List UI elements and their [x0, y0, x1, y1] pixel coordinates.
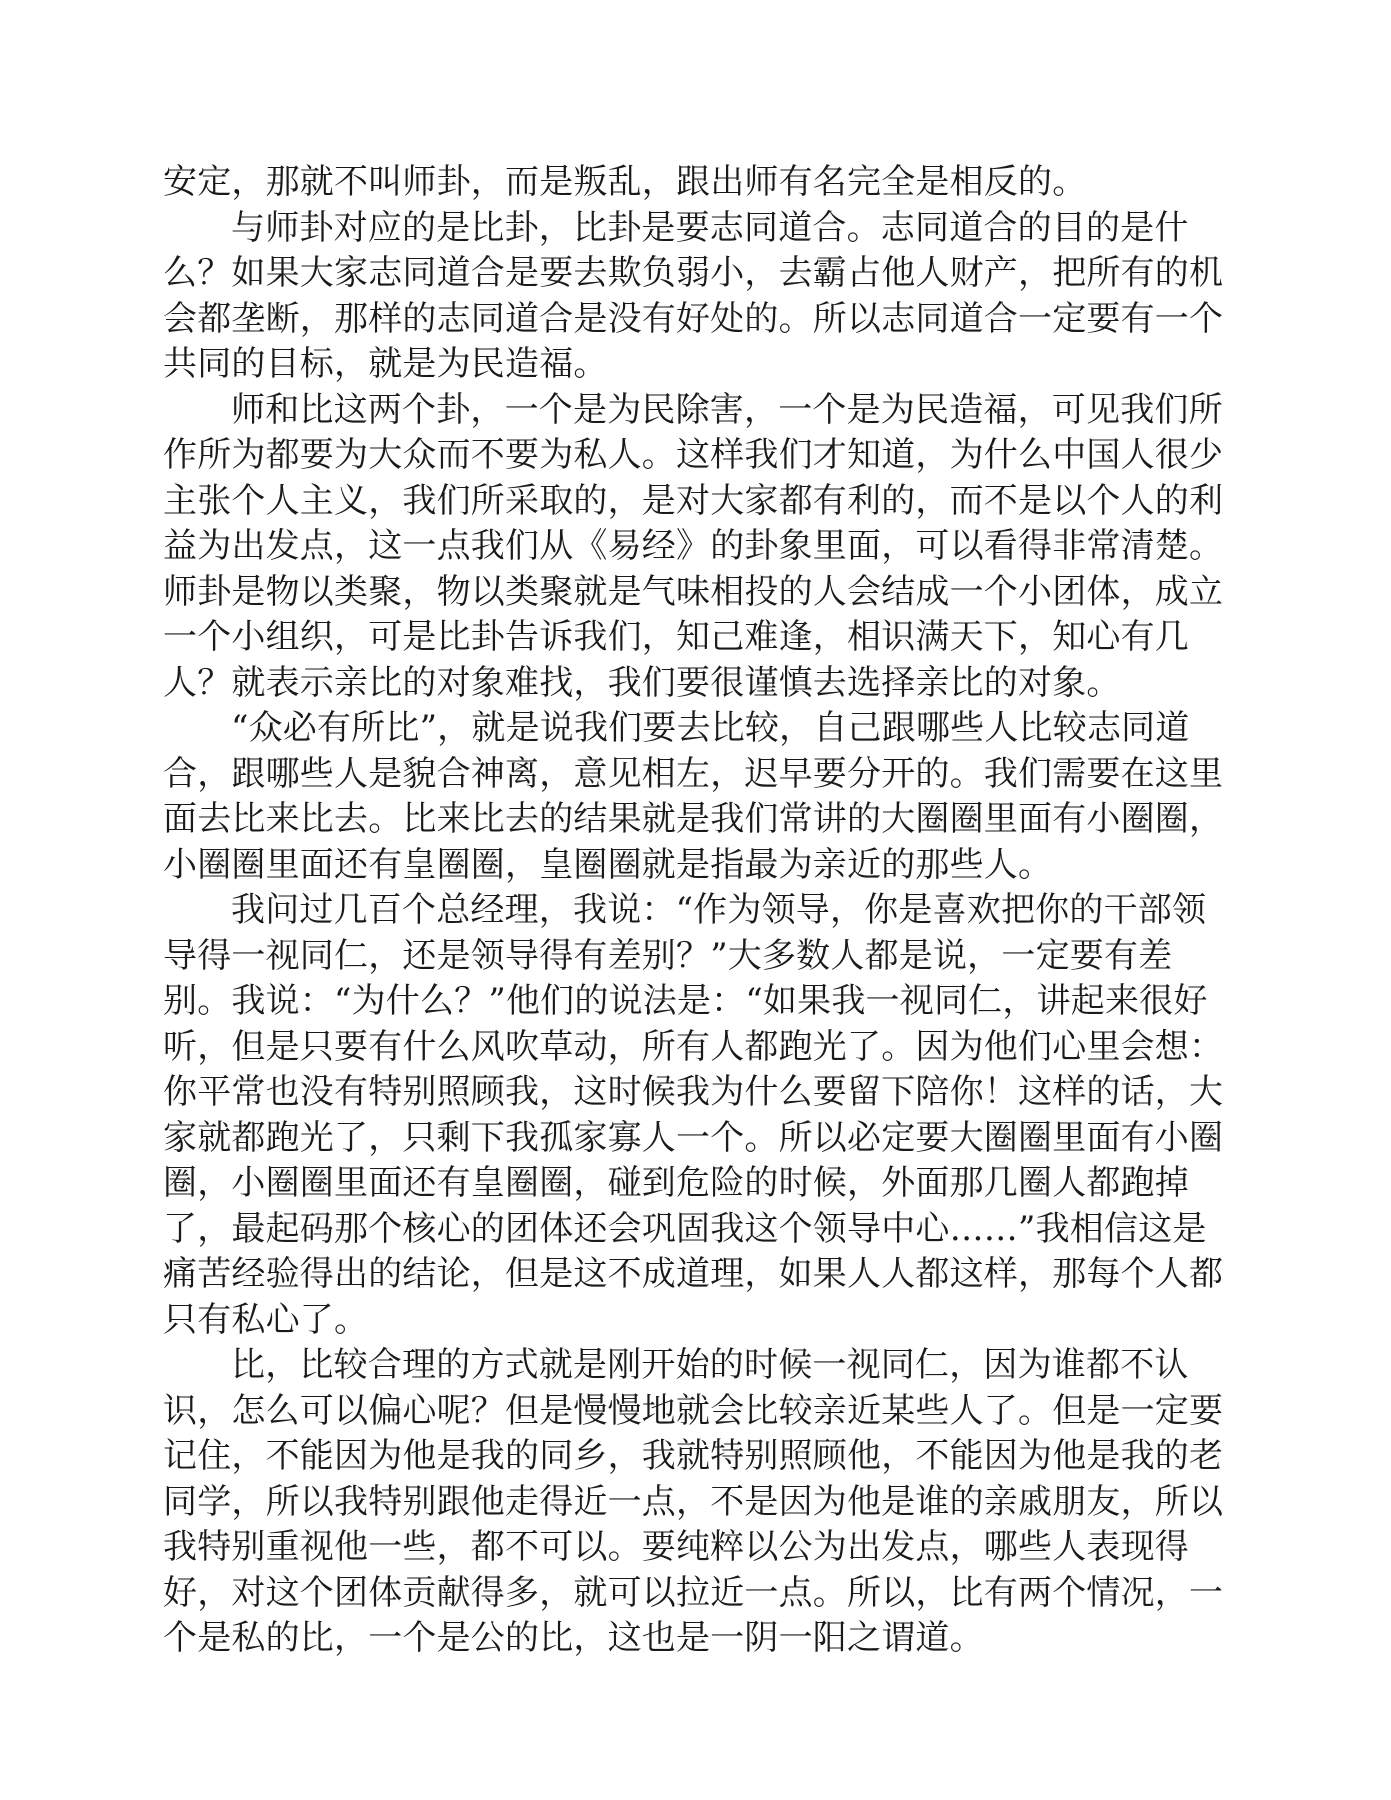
text-line: 安定，那就不叫师卦，而是叛乱，跟出师有名完全是相反的。 — [163, 162, 1087, 202]
text-line: 一个小组织，可是比卦告诉我们，知己难逢，相识满天下，知心有几 — [163, 617, 1189, 657]
text-line: 师和比这两个卦，一个是为民除害，一个是为民造福，可见我们所 — [231, 389, 1223, 430]
text-line: 痛苦经验得出的结论，但是这不成道理，如果人人都这样，那每个人都 — [163, 1254, 1224, 1294]
text-line: 了，最起码那个核心的团体还会巩固我这个领导中心……”我相信这是 — [163, 1208, 1207, 1249]
text-line: 别。我说：“为什么？”他们的说法是：“如果我一视同仁，讲起来很好 — [163, 981, 1208, 1021]
body-text — [163, 160, 1243, 1662]
text-line: 我特别重视他一些，都不可以。要纯粹以公为出发点，哪些人表现得 — [163, 1527, 1189, 1567]
text-line: 导得一视同仁，还是领导得有差别？”大多数人都是说，一定要有差 — [163, 935, 1173, 976]
text-line: 个是私的比，一个是公的比，这也是一阴一阳之谓道。 — [163, 1618, 984, 1658]
text-line: 只有私心了。 — [163, 1299, 369, 1340]
text-line: 比，比较合理的方式就是刚开始的时候一视同仁，因为谁都不认 — [231, 1345, 1189, 1385]
text-line: 识，怎么可以偏心呢？但是慢慢地就会比较亲近某些人了。但是一定要 — [163, 1390, 1224, 1431]
text-line: 师卦是物以类聚，物以类聚就是气味相投的人会结成一个小团体，成立 — [163, 571, 1224, 612]
text-line: 与师卦对应的是比卦，比卦是要志同道合。志同道合的目的是什 — [231, 207, 1189, 248]
text-line: “众必有所比”，就是说我们要去比较，自己跟哪些人比较志同道 — [231, 708, 1190, 748]
text-line: 共同的目标，就是为民造福。 — [163, 344, 608, 384]
text-line: 听，但是只要有什么风吹草动，所有人都跑光了。因为他们心里会想： — [163, 1026, 1224, 1067]
text-line: 主张个人主义，我们所采取的，是对大家都有利的，而不是以个人的利 — [163, 480, 1224, 521]
text-line: 面去比来比去。比来比去的结果就是我们常讲的大圈圈里面有小圈圈， — [163, 799, 1224, 839]
text-line: 你平常也没有特别照顾我，这时候我为什么要留下陪你！这样的话，大 — [163, 1072, 1224, 1112]
text-line: 益为出发点，这一点我们从《易经》的卦象里面，可以看得非常清楚。 — [163, 526, 1224, 566]
text-line: 同学，所以我特别跟他走得近一点，不是因为他是谁的亲戚朋友，所以 — [163, 1481, 1224, 1522]
text-line: 记住，不能因为他是我的同乡，我就特别照顾他，不能因为他是我的老 — [163, 1436, 1224, 1476]
text-line: 么？如果大家志同道合是要去欺负弱小，去霸占他人财产，把所有的机 — [163, 253, 1224, 293]
text-line: 圈，小圈圈里面还有皇圈圈，碰到危险的时候，外面那几圈人都跑掉 — [163, 1163, 1189, 1203]
text-line: 我问过几百个总经理，我说：“作为领导，你是喜欢把你的干部领 — [231, 890, 1207, 930]
text-line: 小圈圈里面还有皇圈圈，皇圈圈就是指最为亲近的那些人。 — [163, 844, 1053, 885]
text-line: 会都垄断，那样的志同道合是没有好处的。所以志同道合一定要有一个 — [163, 298, 1224, 339]
text-line: 合，跟哪些人是貌合神离，意见相左，迟早要分开的。我们需要在这里 — [163, 753, 1224, 794]
text-line: 家就都跑光了，只剩下我孤家寡人一个。所以必定要大圈圈里面有小圈 — [163, 1117, 1224, 1158]
text-line: 作所为都要为大众而不要为私人。这样我们才知道，为什么中国人很少 — [163, 435, 1224, 475]
text-line: 好，对这个团体贡献得多，就可以拉近一点。所以，比有两个情况，一 — [163, 1572, 1224, 1613]
text-line: 人？就表示亲比的对象难找，我们要很谨慎去选择亲比的对象。 — [163, 662, 1121, 703]
